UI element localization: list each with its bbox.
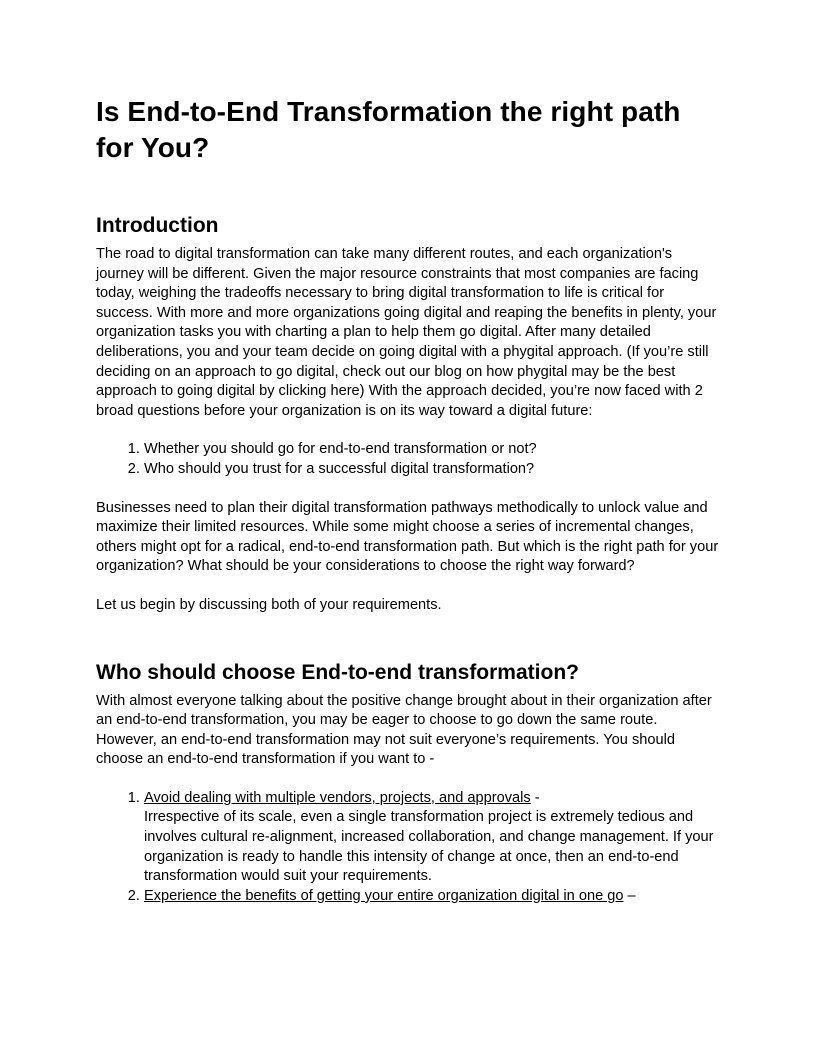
reason-suffix: - (530, 789, 540, 806)
reason-title: Experience the benefits of getting your entire organization digital in one go (144, 887, 624, 904)
reason-title: Avoid dealing with multiple vendors, projects, and approvals (144, 789, 531, 806)
reason-suffix: – (623, 887, 636, 904)
heading-who-should-choose: Who should choose End-to-end transformation? (96, 660, 579, 684)
reasons-list (96, 789, 720, 907)
heading-introduction: Introduction (96, 214, 219, 237)
reason-body: Irrespective of its scale, even a single transformation project is extremely tedious and involves cultural re-alignment, increased collaboration, and change management. If your organization is ready to handle this intensity of change at once, then an end-to-end transformation would suit your requirements. (144, 809, 714, 885)
list-item (144, 887, 720, 907)
document-title: Is End-to-End Transformation the right path for You? (96, 96, 681, 163)
list-item (144, 789, 720, 887)
who-paragraph: With almost everyone talking about the positive change brought about in their organization after an end-to-end transformation, you may be eager to choose to go down the same route. However, an end-to-end transformation may not suit everyone’s requirements. You should choose an end-to-end transformation if you want to - (96, 692, 712, 768)
intro-paragraph: The road to digital transformation can take many different routes, and each organization's journey will be different. Given the major resource constraints that most companies are facing today, weighing the tradeoffs necessary to bring digital transformation to life is critical for success. With more and more organizations going digital and reaping the benefits in plenty, your organization tasks you with charting a plan to help them go digital. After many detailed deliberations, you and your team decide on going digital with a phygital approach. (If you’re still deciding on an approach to go digital, check out our blog on how phygital may be the best approach to going digital by clicking here) With the approach decided, you’re now faced with 2 broad questions before your organization is on its way toward a digital future: (96, 246, 717, 419)
intro-paragraph-2: Businesses need to plan their digital transformation pathways methodically to unlock value and maximize their limited resources. While some might choose a series of incremental changes, others might opt for a radical, end-to-end transformation path. But which is the right path for your organization? What should be your considerations to choose the right way forward? (96, 499, 719, 575)
list-item: 2. Who should you trust for a successful digital transformation? (144, 460, 720, 480)
questions-list (96, 440, 720, 479)
intro-paragraph-3: Let us begin by discussing both of your requirements. (96, 596, 442, 613)
list-item: 1. Whether you should go for end-to-end transformation or not? (144, 440, 720, 460)
